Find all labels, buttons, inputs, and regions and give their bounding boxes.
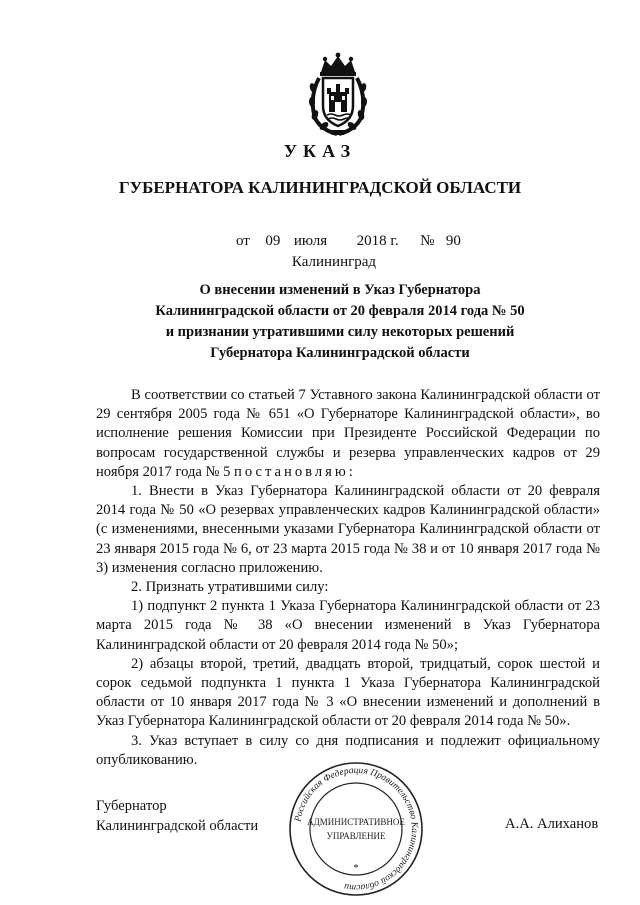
signatory-position [96, 796, 258, 836]
document-type-title: УКАЗ [283, 141, 357, 161]
issuer-title: ГУБЕРНАТОРА КАЛИНИНГРАДСКОЙ ОБЛАСТИ [118, 178, 522, 197]
decree-body [96, 386, 600, 770]
decree-heading [100, 280, 580, 364]
heading-line: О внесении изменений в Указ Губернатора [199, 282, 481, 298]
item-paragraph: 1. Внести в Указ Губернатора Калининградской области от 20 февраля 2014 года № 50 «О резервах управленческих кадров Калининградской области» (с изменениями, внесенными указами Губернатора Калининградской области от 23 января 2015 года № 6, от 23 марта 2015 года № 38 и от 10 января 2017 года № 3) изменения согласно приложению. [96, 483, 600, 576]
stamp-center-line: АДМИНИСТРАТИВНОЕ [307, 817, 405, 827]
preamble-paragraph [96, 386, 600, 482]
heading-line: Калининградской области от 20 февраля 2014 года № 50 [155, 303, 525, 319]
decree-word: постановляю: [234, 463, 356, 480]
position-line: Калининградской области [96, 818, 259, 834]
coat-of-arms-emblem [307, 52, 369, 136]
item-paragraph: 1) подпункт 2 пункта 1 Указа Губернатора Калининградской области от 23 марта 2015 года № 38 «О внесении изменений в Указ Губернатора Калининградской области от 20 февраля 2014 года № 50»; [96, 598, 600, 653]
preamble-text: В соответствии со статьей 7 Уставного закона Калининградской области от 29 сентября 2005 года № 651 «О Губернаторе Калининградской области», во исполнение решения Комиссии при Президенте Российской Федерации по вопросам государственной службы и резерва управленческих кадров от 29 ноября 2017 года № 5 [96, 387, 600, 480]
item-paragraph: 3. Указ вступает в силу со дня подписания и подлежит официальному опубликованию. [96, 732, 600, 768]
signatory-name: А.А. Алиханов [505, 816, 599, 832]
heading-line: и признании утратившими силу некоторых решений [165, 324, 515, 340]
official-seal-stamp [286, 759, 426, 899]
date-year: 2018 г. [356, 233, 399, 249]
position-line: Губернатор [96, 798, 167, 814]
item-paragraph: 2) абзацы второй, третий, двадцать второй, тридцатый, сорок шестой и сорок седьмой подпункта 1 пункта 1 Указа Губернатора Калининградской области от 10 января 2017 года № 3 «О внесении изменений и дополнений в Указ Губернатора Калининградской области от 20 февраля 2014 года № 50». [96, 655, 600, 730]
stamp-star-icon: * [353, 862, 359, 874]
date-month: июля [293, 233, 328, 249]
stamp-ring-text: Российская Федерация Правительство Калининградской области [293, 765, 420, 893]
date-day: 09 [265, 233, 281, 249]
stamp-center-line: УПРАВЛЕНИЕ [326, 831, 386, 841]
city-name: Калининград [291, 254, 377, 270]
number-sign: № [420, 233, 435, 249]
heading-line: Губернатора Калининградской области [210, 345, 470, 361]
date-from: от [236, 233, 250, 249]
date-line [236, 233, 461, 250]
item-paragraph: 2. Признать утратившими силу: [131, 579, 329, 596]
decree-number: 90 [445, 233, 461, 249]
